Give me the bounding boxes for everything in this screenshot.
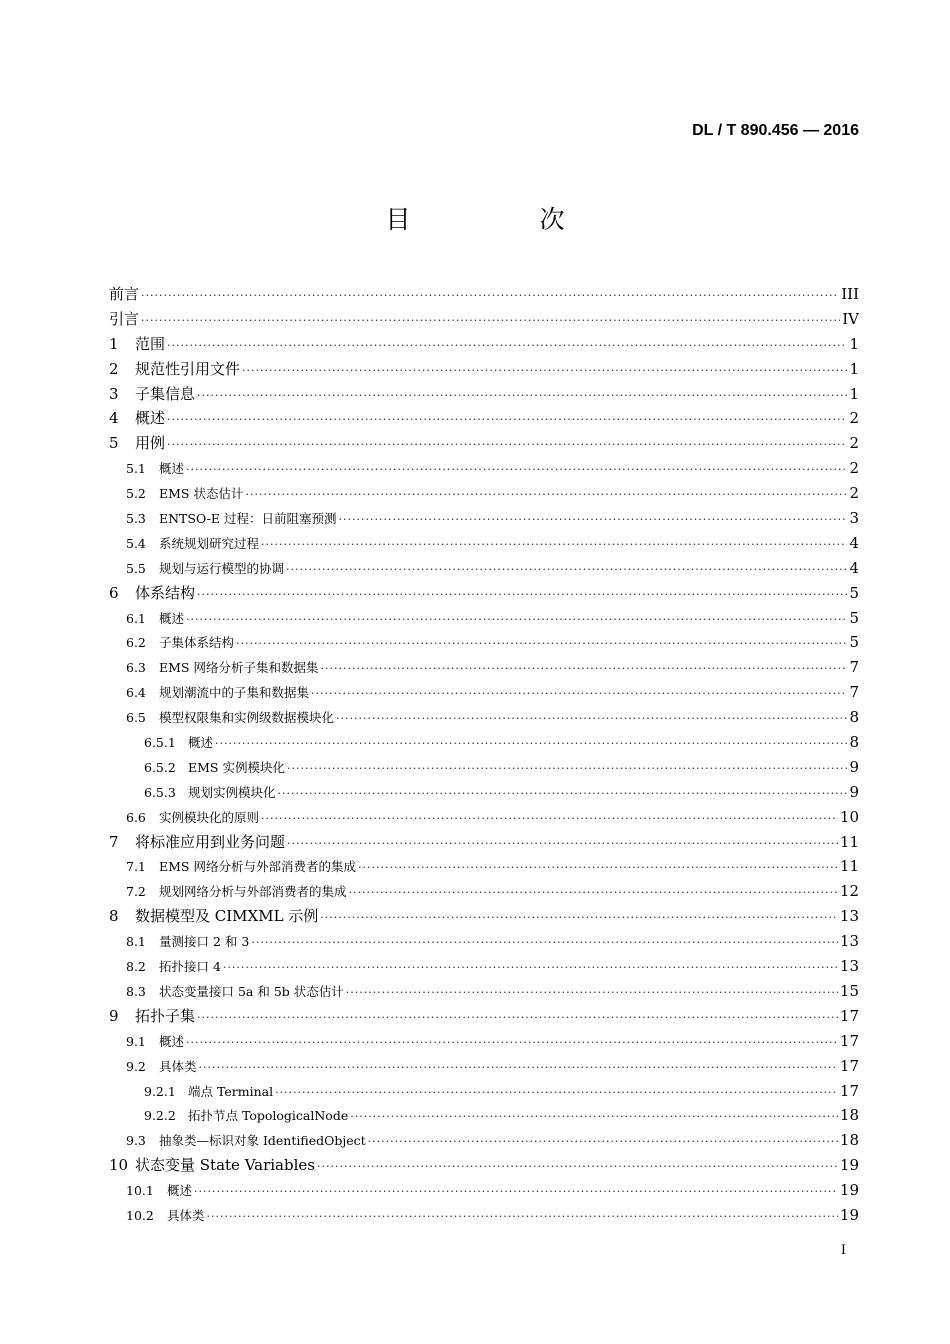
toc-entry[interactable] <box>109 357 859 382</box>
toc-entry[interactable] <box>109 854 859 879</box>
toc-leader-dots <box>194 1180 838 1205</box>
toc-entry-page: 19 <box>839 1205 859 1224</box>
toc-entry-number: 1 <box>109 334 119 353</box>
toc-entry-number: 9.3 <box>126 1133 146 1149</box>
toc-entry-label: 抽象类—标识对象 IdentifiedObject <box>159 1133 366 1149</box>
toc-entry[interactable] <box>109 1203 859 1228</box>
toc-entry[interactable] <box>109 531 859 556</box>
toc-entry[interactable] <box>109 481 859 506</box>
toc-entry-number: 6.1 <box>126 610 146 626</box>
toc-leader-dots <box>261 533 847 558</box>
toc-entry-page: 8 <box>849 708 859 727</box>
toc-entry-number: 5.3 <box>126 511 146 527</box>
toc-entry-number: 10.1 <box>126 1183 154 1199</box>
toc-leader-dots <box>199 1056 838 1081</box>
toc-entry-number: 7.1 <box>126 859 146 875</box>
toc-entry-number: 6 <box>109 583 119 602</box>
toc-leader-dots <box>311 682 847 707</box>
toc-entry[interactable] <box>109 655 859 680</box>
toc-entry-page: 5 <box>849 608 859 627</box>
toc-entry-page: 7 <box>849 683 859 702</box>
toc-entry-label: 概述 <box>159 461 185 477</box>
toc-entry[interactable] <box>109 282 859 307</box>
toc-entry[interactable] <box>109 805 859 830</box>
toc-entry-page: 4 <box>849 558 859 577</box>
toc-leader-dots <box>215 732 847 757</box>
toc-leader-dots <box>141 309 840 334</box>
toc-leader-dots <box>197 1006 838 1031</box>
toc-leader-dots <box>167 408 847 433</box>
toc-leader-dots <box>141 284 839 309</box>
toc-leader-dots <box>261 807 838 832</box>
toc-entry-number: 6.3 <box>126 660 146 676</box>
toc-entry-page: 8 <box>849 733 859 752</box>
toc-entry-label: 概述 <box>167 1183 193 1199</box>
toc-entry-page: 13 <box>839 907 859 926</box>
toc-entry-page: 17 <box>839 1081 859 1100</box>
toc-entry-page: 11 <box>839 857 859 876</box>
toc-entry-number: 8 <box>109 907 119 926</box>
toc-entry-number: 3 <box>109 384 119 403</box>
toc-leader-dots <box>223 956 838 981</box>
toc-entry-page: 13 <box>839 932 859 951</box>
toc-entry-page: 9 <box>849 757 859 776</box>
toc-entry[interactable] <box>109 954 859 979</box>
toc-entry-page: 1 <box>849 384 859 403</box>
toc-entry[interactable] <box>109 1103 859 1128</box>
toc-leader-dots <box>336 707 847 732</box>
toc-leader-dots <box>278 782 848 807</box>
toc-entry-number: 6.4 <box>126 685 146 701</box>
toc-leader-dots <box>350 1105 838 1130</box>
toc-entry[interactable] <box>109 1029 859 1054</box>
toc-entry-page: 17 <box>839 1031 859 1050</box>
toc-entry[interactable] <box>109 556 859 581</box>
toc-entry-number: 5.2 <box>126 486 146 502</box>
toc-entry[interactable] <box>109 730 859 755</box>
toc-entry-label: 量测接口 2 和 3 <box>159 934 250 950</box>
standard-code: DL / T 890.456 — 2016 <box>692 122 859 139</box>
toc-entry-number: 9.2 <box>126 1058 146 1074</box>
toc-leader-dots <box>197 384 847 409</box>
toc-leader-dots <box>320 657 847 682</box>
toc-entry-page: 10 <box>839 807 859 826</box>
toc-entry[interactable] <box>109 755 859 780</box>
toc-leader-dots <box>286 558 847 583</box>
toc-entry-page: 3 <box>849 509 859 528</box>
toc-leader-dots <box>346 981 838 1006</box>
toc-entry[interactable] <box>109 307 859 332</box>
toc-leader-dots <box>245 483 847 508</box>
toc-entry-label: 拓扑接口 4 <box>159 959 221 975</box>
toc-entry-label: 模型权限集和实例级数据模块化 <box>159 710 335 726</box>
toc-entry[interactable] <box>109 1079 859 1104</box>
toc-leader-dots <box>167 334 847 359</box>
toc-leader-dots <box>186 608 847 633</box>
toc-entry-label: 引言 <box>109 309 140 328</box>
toc-entry[interactable] <box>109 456 859 481</box>
toc-entry-label: 实例模块化的原则 <box>159 809 260 825</box>
toc-leader-dots <box>251 931 838 956</box>
toc-entry-page: 17 <box>839 1006 859 1025</box>
toc-entry-number: 8.3 <box>126 983 146 999</box>
toc-entry-number: 8.2 <box>126 959 146 975</box>
toc-entry-page: 2 <box>849 484 859 503</box>
toc-leader-dots <box>186 1031 838 1056</box>
toc-entry-number: 7 <box>109 832 119 851</box>
toc-entry-label: 将标准应用到业务问题 <box>135 832 286 851</box>
toc-entry[interactable] <box>109 680 859 705</box>
toc-entry-label: 数据模型及 CIMXML 示例 <box>135 907 319 926</box>
toc-entry-page: 13 <box>839 957 859 976</box>
toc-leader-dots <box>275 1081 838 1106</box>
toc-entry-number: 9 <box>109 1006 119 1025</box>
toc-entry-label: 范围 <box>135 334 166 353</box>
toc-entry-number: 5.1 <box>126 461 146 477</box>
page-number: I <box>840 1243 846 1258</box>
toc-entry[interactable] <box>109 830 859 855</box>
toc-leader-dots <box>358 856 838 881</box>
toc-entry-page: 4 <box>849 533 859 552</box>
toc-entry-label: 系统规划研究过程 <box>159 535 260 551</box>
toc-leader-dots <box>207 1205 838 1230</box>
toc-entry-page: 19 <box>839 1156 859 1175</box>
toc-entry-page: 19 <box>839 1181 859 1200</box>
toc-entry-label: 具体类 <box>159 1058 197 1074</box>
toc-entry-label: 子集信息 <box>135 384 196 403</box>
toc-leader-dots <box>317 1155 838 1180</box>
toc-entry-number: 7.2 <box>126 884 146 900</box>
toc-leader-dots <box>368 1130 838 1155</box>
toc-entry-page: 2 <box>849 434 859 453</box>
toc-entry[interactable] <box>109 979 859 1004</box>
toc-entry-label: 概述 <box>159 610 185 626</box>
toc-entry-label: 概述 <box>135 409 166 428</box>
toc-entry-page: 1 <box>849 334 859 353</box>
toc-entry[interactable] <box>109 630 859 655</box>
toc-entry-page: 2 <box>849 409 859 428</box>
toc-entry-page: 7 <box>849 658 859 677</box>
toc-entry[interactable] <box>109 1153 859 1178</box>
toc-entry-number: 6.5.3 <box>144 784 176 800</box>
toc-entry-number: 10.2 <box>126 1207 154 1223</box>
toc-entry-label: 前言 <box>109 285 140 303</box>
toc-entry-label: 规划潮流中的子集和数据集 <box>159 685 310 701</box>
toc-leader-dots <box>167 433 847 458</box>
toc-entry[interactable] <box>109 780 859 805</box>
toc-entry-number: 6.5.2 <box>144 759 176 775</box>
table-of-contents <box>109 282 859 1228</box>
toc-entry-label: 状态变量接口 5a 和 5b 状态估计 <box>159 983 344 999</box>
toc-entry-label: 规划网络分析与外部消费者的集成 <box>159 884 347 900</box>
toc-entry-number: 6.2 <box>126 635 146 651</box>
toc-entry-label: 体系结构 <box>135 583 196 602</box>
toc-entry-number: 9.2.2 <box>144 1108 176 1124</box>
toc-entry-number: 10 <box>109 1156 129 1175</box>
toc-entry-page: 18 <box>839 1106 859 1125</box>
toc-entry-label: 用例 <box>135 434 166 453</box>
toc-entry-number: 5 <box>109 434 119 453</box>
toc-leader-dots <box>242 359 847 384</box>
toc-entry-number: 2 <box>109 359 119 378</box>
toc-entry-label: 状态变量 State Variables <box>135 1156 315 1175</box>
toc-leader-dots <box>320 906 838 931</box>
toc-entry-page: 15 <box>839 981 859 1000</box>
toc-entry-label: 端点 Terminal <box>188 1083 274 1099</box>
toc-entry[interactable] <box>109 406 859 431</box>
toc-entry[interactable] <box>109 1178 859 1203</box>
toc-entry-number: 8.1 <box>126 934 146 950</box>
toc-leader-dots <box>349 881 838 906</box>
toc-entry-label: EMS 状态估计 <box>159 486 244 502</box>
toc-entry-label: EMS 实例模块化 <box>188 759 285 775</box>
toc-entry-label: 具体类 <box>167 1207 205 1223</box>
toc-entry-page: 5 <box>849 633 859 652</box>
toc-entry-number: 9.1 <box>126 1033 146 1049</box>
toc-entry-label: 规划与运行模型的协调 <box>159 560 285 576</box>
toc-entry[interactable] <box>109 332 859 357</box>
toc-entry[interactable] <box>109 879 859 904</box>
toc-leader-dots <box>287 832 838 857</box>
toc-entry-page: 11 <box>839 832 859 851</box>
toc-entry[interactable] <box>109 506 859 531</box>
toc-entry-number: 5.5 <box>126 560 146 576</box>
toc-entry-number: 9.2.1 <box>144 1083 176 1099</box>
toc-entry-number: 5.4 <box>126 535 146 551</box>
toc-entry[interactable] <box>109 1054 859 1079</box>
toc-entry[interactable] <box>109 382 859 407</box>
toc-entry[interactable] <box>109 606 859 631</box>
toc-entry[interactable] <box>109 904 859 929</box>
toc-entry-page: 17 <box>839 1056 859 1075</box>
toc-entry-page: 18 <box>839 1131 859 1150</box>
toc-entry-number: 4 <box>109 409 119 428</box>
toc-leader-dots <box>339 508 848 533</box>
toc-entry[interactable] <box>109 929 859 954</box>
toc-entry[interactable] <box>109 705 859 730</box>
toc-entry-number: 6.5 <box>126 710 146 726</box>
toc-entry-number: 6.5.1 <box>144 735 176 751</box>
toc-entry-page: III <box>841 285 859 303</box>
toc-entry-label: EMS 网络分析子集和数据集 <box>159 660 319 676</box>
toc-entry-label: 规范性引用文件 <box>135 359 241 378</box>
toc-entry-number: 6.6 <box>126 809 146 825</box>
toc-entry-label: ENTSO-E 过程：日前阻塞预测 <box>159 511 337 527</box>
toc-entry[interactable] <box>109 581 859 606</box>
toc-leader-dots <box>287 757 847 782</box>
toc-entry[interactable] <box>109 1004 859 1029</box>
toc-entry-label: 概述 <box>159 1033 185 1049</box>
toc-leader-dots <box>186 458 847 483</box>
toc-entry-label: 拓扑节点 TopologicalNode <box>188 1108 349 1124</box>
toc-entry-page: 12 <box>839 882 859 901</box>
toc-leader-dots <box>197 583 847 608</box>
toc-entry-label: 概述 <box>188 735 214 751</box>
toc-entry-label: 规划实例模块化 <box>188 784 276 800</box>
toc-entry-page: 9 <box>849 782 859 801</box>
toc-entry-page: 1 <box>849 359 859 378</box>
toc-entry-page: IV <box>842 309 859 328</box>
toc-leader-dots <box>236 632 847 657</box>
toc-entry-page: 5 <box>849 583 859 602</box>
toc-entry[interactable] <box>109 431 859 456</box>
toc-entry-label: EMS 网络分析与外部消费者的集成 <box>159 859 356 875</box>
toc-entry[interactable] <box>109 1128 859 1153</box>
toc-entry-label: 子集体系结构 <box>159 635 235 651</box>
toc-entry-label: 拓扑子集 <box>135 1006 196 1025</box>
page-title: 目 次 <box>385 205 617 234</box>
toc-entry-page: 2 <box>849 459 859 478</box>
